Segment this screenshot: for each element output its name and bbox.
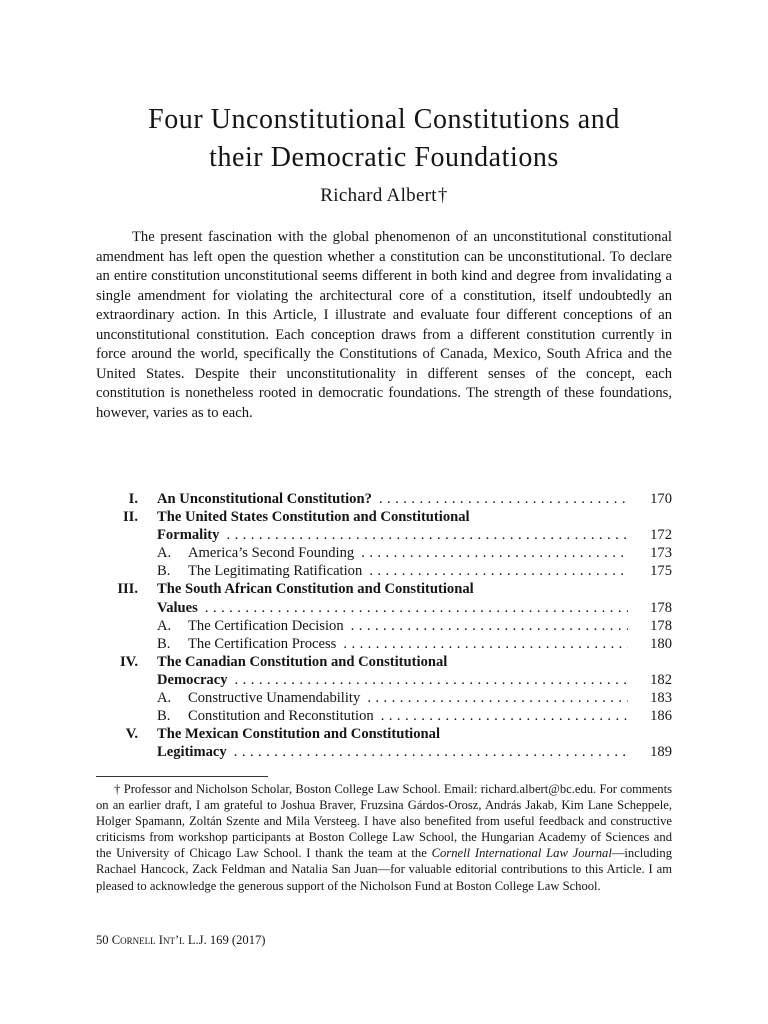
toc-entry-text — [157, 671, 628, 689]
toc-entry-text — [157, 508, 628, 526]
toc-subsection-letter: A. — [157, 545, 172, 562]
toc-section — [96, 508, 672, 526]
toc-entry-text — [157, 653, 628, 671]
toc-entry-label: The United States Constitution and Constitutional — [157, 509, 473, 525]
toc-subsection — [96, 707, 672, 725]
toc-section-number: IV. — [120, 653, 138, 670]
table-of-contents — [96, 490, 672, 761]
toc-entry-label: Democracy — [157, 672, 231, 688]
toc-entry-label: Constructive Unamendability — [188, 690, 363, 706]
toc-section-number: II. — [122, 509, 138, 526]
author-footnote-mark: † — [437, 185, 448, 206]
toc-subsection — [96, 544, 672, 562]
author-byline — [80, 184, 688, 208]
toc-page-number: 180 — [650, 635, 672, 652]
toc-section — [96, 490, 672, 508]
toc-section — [96, 653, 672, 671]
author-email: richard.albert@bc.edu — [480, 782, 594, 796]
toc-subsection — [96, 562, 672, 580]
toc-entry-text — [188, 689, 628, 707]
toc-entry-label: America’s Second Founding — [188, 545, 357, 561]
toc-entry-text — [188, 707, 628, 725]
journal-name: Cornell International Law Journal — [431, 846, 612, 861]
toc-section — [96, 526, 672, 544]
article-title-line-2: their Democratic Foundations — [209, 142, 559, 173]
toc-subsection-letter: A. — [157, 690, 172, 707]
toc-entry-label: Legitimacy — [157, 744, 230, 760]
footnote-text: Professor and Nicholson Scholar, Boston College Law School. Email: — [123, 782, 481, 796]
toc-section — [96, 743, 672, 761]
citation-page-year: 169 (2017) — [209, 933, 266, 947]
toc-entry-label: The Mexican Constitution and Constitutional — [157, 726, 443, 742]
toc-section-number: V. — [125, 726, 138, 743]
toc-subsection — [96, 689, 672, 707]
toc-page-number: 186 — [650, 708, 672, 725]
toc-section — [96, 580, 672, 598]
article-title — [80, 101, 688, 177]
toc-entry-text — [188, 544, 628, 562]
toc-section — [96, 725, 672, 743]
toc-entry-label: The Legitimating Ratification — [188, 563, 365, 579]
toc-page-number: 175 — [650, 563, 672, 580]
toc-entry-text — [188, 562, 628, 580]
toc-entry-text — [188, 635, 628, 653]
footnote-mark: † — [114, 782, 121, 796]
toc-entry-label: Values — [157, 600, 201, 616]
toc-page-number: 183 — [650, 690, 672, 707]
toc-entry-text — [157, 490, 628, 508]
toc-section — [96, 671, 672, 689]
toc-entry-label: The South African Constitution and Constitutional — [157, 581, 477, 597]
toc-page-number: 178 — [650, 599, 672, 616]
toc-entry-label: The Certification Decision — [188, 618, 347, 634]
author-name: Richard Albert — [320, 185, 437, 206]
citation-journal: Cornell Int’l L.J. — [111, 933, 207, 947]
toc-entry-text — [157, 599, 628, 617]
toc-entry-text — [157, 526, 628, 544]
toc-subsection — [96, 635, 672, 653]
toc-page-number: 182 — [650, 671, 672, 688]
toc-section-number: I. — [128, 491, 138, 507]
citation-line — [96, 932, 266, 948]
toc-page-number: 173 — [650, 545, 672, 562]
citation-volume: 50 — [96, 933, 109, 947]
toc-subsection-letter: A. — [157, 617, 172, 634]
toc-page-number: 170 — [650, 491, 672, 507]
abstract: The present fascination with the global phenomenon of an unconstitutional constitutional amendment has left open the question whether a constitution can be unconstitutional. To declare an entire constitution unconstitutional seems different in both kind and degree from invalidating a single amendment for violating the architectural core of a constitution, itself undoubtedly an extraordinary action. In this Article, I illustrate and evaluate four different conceptions of an unconstitutional constitution. Each conception draws from a different constitution currently in force around the world, specifically the Constitutions of Canada, Mexico, South Africa and the United States. Despite their unconstitutionality in different senses of the concept, each constitution is nonetheless rooted in democratic foundations. The strength of these foundations, however, varies as to each. — [96, 229, 672, 421]
toc-entry-text — [157, 743, 628, 761]
toc-page-number: 172 — [650, 527, 672, 544]
toc-section — [96, 599, 672, 617]
toc-page-number: 189 — [650, 744, 672, 761]
author-footnote — [96, 781, 672, 894]
footnote-text: . For comments on an earlier draft, I am grateful to Joshua Braver, Fruzsina Gárdos-Orosz, András Jakab, Kim Lane Scheppele, Holger Spamann, Zoltán Szente and Mila Versteeg. I have also benefited from useful feedback and constructive criticisms from workshop participants at Boston College Law School, the Hungarian Academy of Sciences and the University of Chicago Law School. I thank the team at the — [96, 782, 672, 861]
toc-entry-text — [157, 725, 628, 743]
toc-entry-label: The Certification Process — [188, 636, 339, 652]
article-title-line-1: Four Unconstitutional Constitutions and — [148, 104, 620, 135]
toc-entry-label: An Unconstitutional Constitution? — [157, 491, 375, 507]
toc-entry-label: The Canadian Constitution and Constitutional — [157, 654, 450, 670]
footnote-text: —including Rachael Hancock, Zack Feldman and Natalia San Juan—for valuable editorial contributions to this Article. I am pleased to acknowledge the generous support of the Nicholson Fund at Boston College Law School. — [96, 846, 672, 893]
toc-section-number: III. — [117, 581, 138, 598]
toc-entry-label: Constitution and Reconstitution — [188, 708, 377, 724]
toc-page-number: 178 — [650, 617, 672, 634]
toc-subsection — [96, 617, 672, 635]
toc-entry-label: Formality — [157, 527, 222, 543]
toc-subsection-letter: B. — [157, 563, 171, 580]
toc-entry-text — [188, 617, 628, 635]
footnote-rule — [96, 776, 268, 777]
toc-entry-text — [157, 580, 628, 598]
toc-subsection-letter: B. — [157, 635, 171, 652]
toc-subsection-letter: B. — [157, 708, 171, 725]
